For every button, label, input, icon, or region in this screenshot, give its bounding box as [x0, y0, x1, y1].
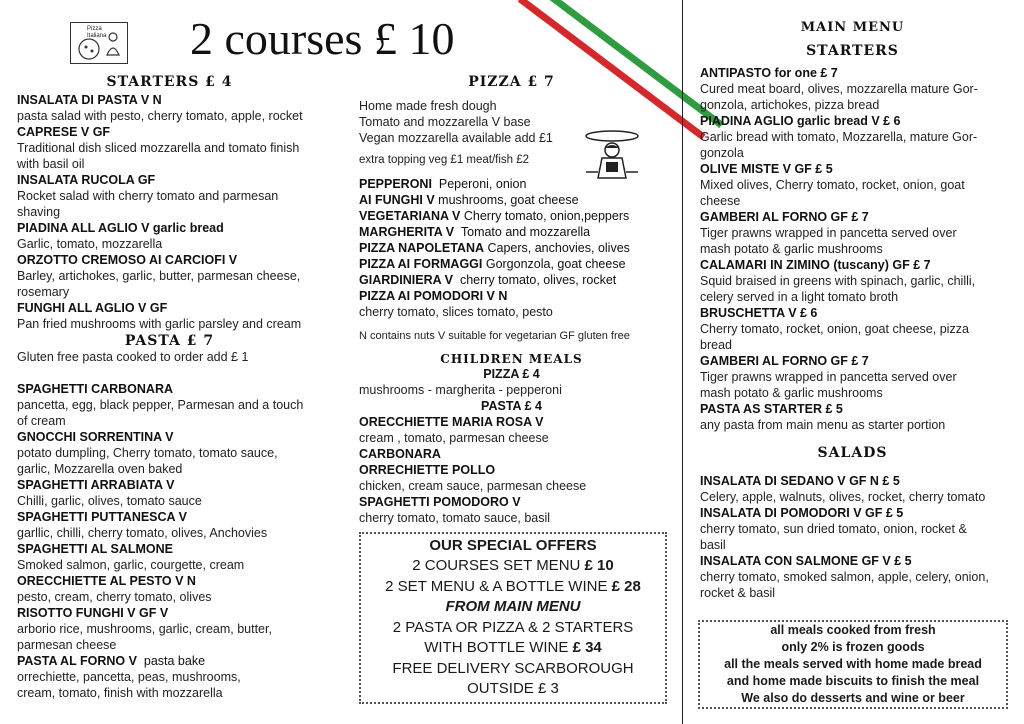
menu-item-desc: rosemary	[17, 285, 70, 299]
starters-list	[17, 92, 342, 332]
menu-item-desc: cherry tomato, sun dried tomato, onion, rocket &	[700, 522, 967, 536]
menu-item-desc: Pan fried mushrooms with garlic parsley and cream	[17, 317, 302, 331]
kitchen-note-line: We also do desserts and wine or beer	[741, 691, 965, 705]
menu-item-title: MARGHERITA V	[359, 225, 455, 239]
offer-set-menu-wine-price: £ 28	[611, 577, 641, 595]
pizza-intro-line: Home made fresh dough	[359, 99, 497, 113]
menu-item-name	[17, 381, 342, 397]
offer-set-menu-wine	[367, 577, 659, 598]
menu-item-title: SPAGHETTI CARBONARA	[17, 382, 174, 396]
menu-item-name	[700, 113, 1012, 129]
menu-item-title: FUNGHI ALL AGLIO V GF	[17, 301, 168, 315]
menu-item-title: SPAGHETTI POMODORO V	[359, 495, 521, 509]
special-offers-box	[359, 532, 667, 704]
logo-text: Pizza Italiana	[87, 26, 107, 39]
menu-item-desc: potato dumpling, Cherry tomato, tomato sauce,	[17, 446, 278, 460]
menu-item-title: INSALATA DI PASTA V N	[17, 93, 162, 107]
menu-item-name	[359, 224, 674, 240]
children-heading: CHILDREN MEALS	[440, 352, 583, 366]
menu-item-name	[700, 161, 1012, 177]
menu-item-desc: Cherry tomato, rocket, onion, goat cheese, pizza	[700, 322, 969, 336]
menu-item-desc: Tiger prawns wrapped in pancetta served over	[700, 370, 957, 384]
menu-item-name	[359, 494, 674, 510]
menu-item-title: CALAMARI IN ZIMINO (tuscany) GF £ 7	[700, 258, 931, 272]
menu-item-title: PIZZA AI FORMAGGI	[359, 257, 483, 271]
menu-item-desc: shaving	[17, 205, 61, 219]
offer-from-main-menu: FROM MAIN MENU	[445, 598, 581, 615]
menu-item-title: SPAGHETTI PUTTANESCA V	[17, 510, 187, 524]
menu-item-desc: Cured meat board, olives, mozzarella mature Gor-	[700, 82, 978, 96]
pizza-intro-line: Vegan mozzarella available add £1	[359, 131, 553, 145]
menu-item-desc: with basil oil	[17, 157, 85, 171]
menu-item-name	[17, 509, 342, 525]
restaurant-logo	[70, 22, 128, 64]
menu-item-desc: Garlic bread with tomato, Mozzarella, mature Gor-	[700, 130, 978, 144]
menu-item-title: GIARDINIERA V	[359, 273, 453, 287]
menu-item-name	[17, 252, 342, 268]
menu-item-desc: pasta salad with pesto, cherry tomato, apple, rocket	[17, 109, 303, 123]
menu-item-inline-desc: Tomato and mozzarella	[454, 225, 591, 239]
menu-item-name	[359, 414, 674, 430]
menu-item-name	[700, 65, 1012, 81]
menu-item-desc: Mixed olives, Cherry tomato, rocket, onion, goat	[700, 178, 965, 192]
menu-item-title: INSALATA DI SEDANO V GF N £ 5	[700, 474, 900, 488]
menu-item-title: ORECCHIETTE MARIA ROSA V	[359, 415, 544, 429]
pasta-gluten-note: Gluten free pasta cooked to order add £ 1	[17, 350, 249, 364]
menu-item-title: ORRECHIETTE POLLO	[359, 463, 496, 477]
menu-item-desc: orrechiette, pancetta, peas, mushrooms,	[17, 670, 241, 684]
menu-item-name	[359, 240, 674, 256]
offer-bottle-wine-price: £ 34	[572, 639, 602, 656]
menu-item-title: ORECCHIETTE AL PESTO V N	[17, 574, 196, 588]
main-menu-heading: MAIN MENU	[800, 20, 905, 35]
menu-item-inline-desc: Peperoni, onion	[431, 177, 527, 191]
menu-item-name	[700, 353, 1012, 369]
menu-item-title: INSALATA CON SALMONE GF V £ 5	[700, 554, 912, 568]
menu-item-title: VEGETARIANA V	[359, 209, 461, 223]
menu-item-name	[359, 192, 674, 208]
menu-item-name	[700, 505, 1012, 521]
menu-item-title: OLIVE MISTE V GF £ 5	[700, 162, 833, 176]
menu-item-name	[17, 573, 342, 589]
menu-item-desc: pancetta, egg, black pepper, Parmesan and a touch	[17, 398, 304, 412]
menu-item-name	[359, 288, 674, 304]
menu-item-title: SPAGHETTI AL SALMONE	[17, 542, 174, 556]
kitchen-note-line: only 2% is frozen goods	[781, 640, 925, 654]
menu-item-desc: rocket & basil	[700, 586, 776, 600]
offer-pasta-pizza-starters: 2 PASTA OR PIZZA & 2 STARTERS	[392, 618, 634, 636]
kitchen-notes-list	[704, 622, 1002, 707]
menu-item-title: ORZOTTO CREMOSO AI CARCIOFI V	[17, 253, 238, 267]
column-left	[17, 74, 342, 701]
menu-item-name	[17, 172, 342, 188]
menu-item-desc: garllic, chilli, cherry tomato, olives, Anchovies	[17, 526, 268, 540]
offer-free-delivery: FREE DELIVERY SCARBOROUGH	[392, 659, 634, 677]
offer-outside-delivery: OUTSIDE £ 3	[467, 680, 559, 697]
page-title: 2 courses £ 10	[190, 13, 455, 64]
offers-title: OUR SPECIAL OFFERS	[429, 537, 597, 554]
pizza-list	[359, 176, 674, 320]
kitchen-note-line: and home made biscuits to finish the meal	[726, 674, 980, 688]
main-starters-heading: STARTERS	[806, 43, 899, 59]
menu-item-desc: bread	[700, 338, 732, 352]
menu-item-desc: Traditional dish sliced mozzarella and tomato finish	[17, 141, 300, 155]
pasta-heading: PASTA £ 7	[124, 333, 215, 349]
offer-bottle-wine-text: WITH BOTTLE WINE	[424, 639, 573, 656]
menu-item-inline-desc: Cherry tomato, onion,peppers	[460, 209, 630, 223]
menu-item-title: SPAGHETTI ARRABIATA V	[17, 478, 175, 492]
menu-item-name	[17, 429, 342, 445]
menu-item-name	[700, 553, 1012, 569]
menu-item-name	[17, 92, 342, 108]
menu-item-desc: any pasta from main menu as starter portion	[700, 418, 946, 432]
menu-item-desc: gonzola	[700, 146, 744, 160]
menu-item-desc: Barley, artichokes, garlic, butter, parmesan cheese,	[17, 269, 301, 283]
menu-item-inline-desc: mushrooms, goat cheese	[434, 193, 579, 207]
menu-item-name	[17, 220, 342, 236]
menu-item-name	[359, 272, 674, 288]
menu-item-desc: cherry tomato, smoked salmon, apple, celery, onion,	[700, 570, 989, 584]
pizza-extra-topping: extra topping veg £1 meat/fish £2	[359, 154, 530, 166]
menu-item-title: PEPPERONI	[359, 177, 432, 191]
menu-item-desc: Squid braised in greens with spinach, garlic, chilli,	[700, 274, 976, 288]
children-pasta-heading: PASTA £ 4	[481, 399, 542, 413]
menu-item-desc: cherry tomato, tomato sauce, basil	[359, 511, 551, 525]
menu-item-desc: basil	[700, 538, 726, 552]
children-list	[359, 414, 674, 526]
menu-item-title: RISOTTO FUNGHI V GF V	[17, 606, 169, 620]
menu-item-desc: gonzola, artichokes, pizza bread	[700, 98, 880, 112]
column-divider	[682, 0, 683, 724]
menu-item-title: PASTA AL FORNO V	[17, 654, 137, 668]
children-pizza-list: mushrooms - margherita - pepperoni	[359, 383, 562, 397]
menu-item-inline-desc: Capers, anchovies, olives	[484, 241, 630, 255]
menu-item-desc: Chilli, garlic, olives, tomato sauce	[17, 494, 202, 508]
column-right	[700, 20, 1012, 601]
pizza-intro-line: Tomato and mozzarella V base	[359, 115, 531, 129]
menu-item-title: PIZZA AI POMODORI V N	[359, 289, 508, 303]
menu-item-name	[17, 300, 342, 316]
menu-item-name	[700, 257, 1012, 273]
menu-item-title: INSALATA RUCOLA GF	[17, 173, 156, 187]
menu-item-desc: Smoked salmon, garlic, courgette, cream	[17, 558, 245, 572]
menu-item-name	[359, 208, 674, 224]
menu-item-inline-desc: cherry tomato, olives, rocket	[453, 273, 617, 287]
menu-item-title: PASTA AS STARTER £ 5	[700, 402, 843, 416]
offer-bottle-wine	[367, 638, 659, 659]
menu-item-desc: cherry tomato, slices tomato, pesto	[359, 305, 553, 319]
dietary-legend: N contains nuts V suitable for vegetarian GF gluten free	[359, 330, 630, 342]
menu-item-desc: Garlic, tomato, mozzarella	[17, 237, 163, 251]
menu-item-title: ANTIPASTO for one £ 7	[700, 66, 838, 80]
menu-item-desc: Celery, apple, walnuts, olives, rocket, cherry tomato	[700, 490, 986, 504]
menu-item-title: PIZZA NAPOLETANA	[359, 241, 484, 255]
offer-two-courses	[367, 556, 659, 577]
menu-item-name	[17, 477, 342, 493]
offer-two-courses-price: £ 10	[584, 557, 614, 574]
menu-item-name	[17, 541, 342, 557]
menu-item-desc: Tiger prawns wrapped in pancetta served over	[700, 226, 957, 240]
menu-item-title: GAMBERI AL FORNO GF £ 7	[700, 210, 869, 224]
menu-item-name	[700, 209, 1012, 225]
menu-item-desc: mash potato & garlic mushrooms	[700, 242, 883, 256]
menu-item-title: CARBONARA	[359, 447, 441, 461]
menu-item-desc: Rocket salad with cherry tomato and parmesan	[17, 189, 279, 203]
menu-item-desc: celery served in a light tomato broth	[700, 290, 899, 304]
menu-item-desc: parmesan cheese	[17, 638, 117, 652]
menu-item-inline-desc: pasta bake	[136, 654, 206, 668]
salads-heading: SALADS	[817, 445, 888, 461]
menu-item-desc: pesto, cream, cherry tomato, olives	[17, 590, 212, 604]
menu-item-title: GAMBERI AL FORNO GF £ 7	[700, 354, 869, 368]
menu-item-name	[700, 473, 1012, 489]
menu-item-title: CAPRESE V GF	[17, 125, 111, 139]
menu-item-title: GNOCCHI SORRENTINA V	[17, 430, 174, 444]
pizza-chef-icon	[572, 128, 652, 184]
menu-item-desc: of cream	[17, 414, 66, 428]
offer-two-courses-text: 2 COURSES SET MENU	[412, 557, 585, 574]
pizza-heading: PIZZA £ 7	[468, 74, 555, 90]
menu-item-name	[17, 605, 342, 621]
menu-item-title: AI FUNGHI V	[359, 193, 435, 207]
menu-item-desc: chicken, cream sauce, parmesan cheese	[359, 479, 587, 493]
salads-list	[700, 473, 1012, 601]
kitchen-notes-box	[698, 620, 1008, 709]
kitchen-note-line: all the meals served with home made bread	[724, 657, 982, 671]
menu-item-desc: garlic, Mozzarella oven baked	[17, 462, 183, 476]
menu-item-desc: cheese	[700, 194, 741, 208]
menu-item-desc: mash potato & garlic mushrooms	[700, 386, 883, 400]
menu-item-inline-desc: Gorgonzola, goat cheese	[482, 257, 626, 271]
menu-item-name	[359, 462, 674, 478]
offer-set-menu-wine-text: 2 SET MENU & A BOTTLE WINE	[385, 577, 612, 595]
menu-item-title: BRUSCHETTA V £ 6	[700, 306, 818, 320]
menu-item-desc: cream, tomato, finish with mozzarella	[17, 686, 223, 700]
menu-item-desc: arborio rice, mushrooms, garlic, cream, butter,	[17, 622, 272, 636]
menu-item-name	[359, 446, 674, 462]
children-pizza-heading: PIZZA £ 4	[483, 367, 540, 381]
main-starters-list	[700, 65, 1012, 433]
menu-item-desc: cream , tomato, parmesan cheese	[359, 431, 549, 445]
pizza-chef-illustration	[572, 128, 652, 184]
menu-item-name	[700, 401, 1012, 417]
kitchen-note-line: all meals cooked from fresh	[770, 623, 936, 637]
menu-item-name	[700, 305, 1012, 321]
menu-item-name	[359, 256, 674, 272]
menu-item-title: INSALATA DI POMODORI V GF £ 5	[700, 506, 904, 520]
pasta-list	[17, 381, 342, 701]
menu-item-title: PIADINA ALL AGLIO V garlic bread	[17, 221, 224, 235]
menu-item-name	[17, 124, 342, 140]
starters-heading: STARTERS £ 4	[106, 74, 233, 90]
menu-item-name	[17, 653, 342, 669]
menu-item-title: PIADINA AGLIO garlic bread V £ 6	[700, 114, 901, 128]
